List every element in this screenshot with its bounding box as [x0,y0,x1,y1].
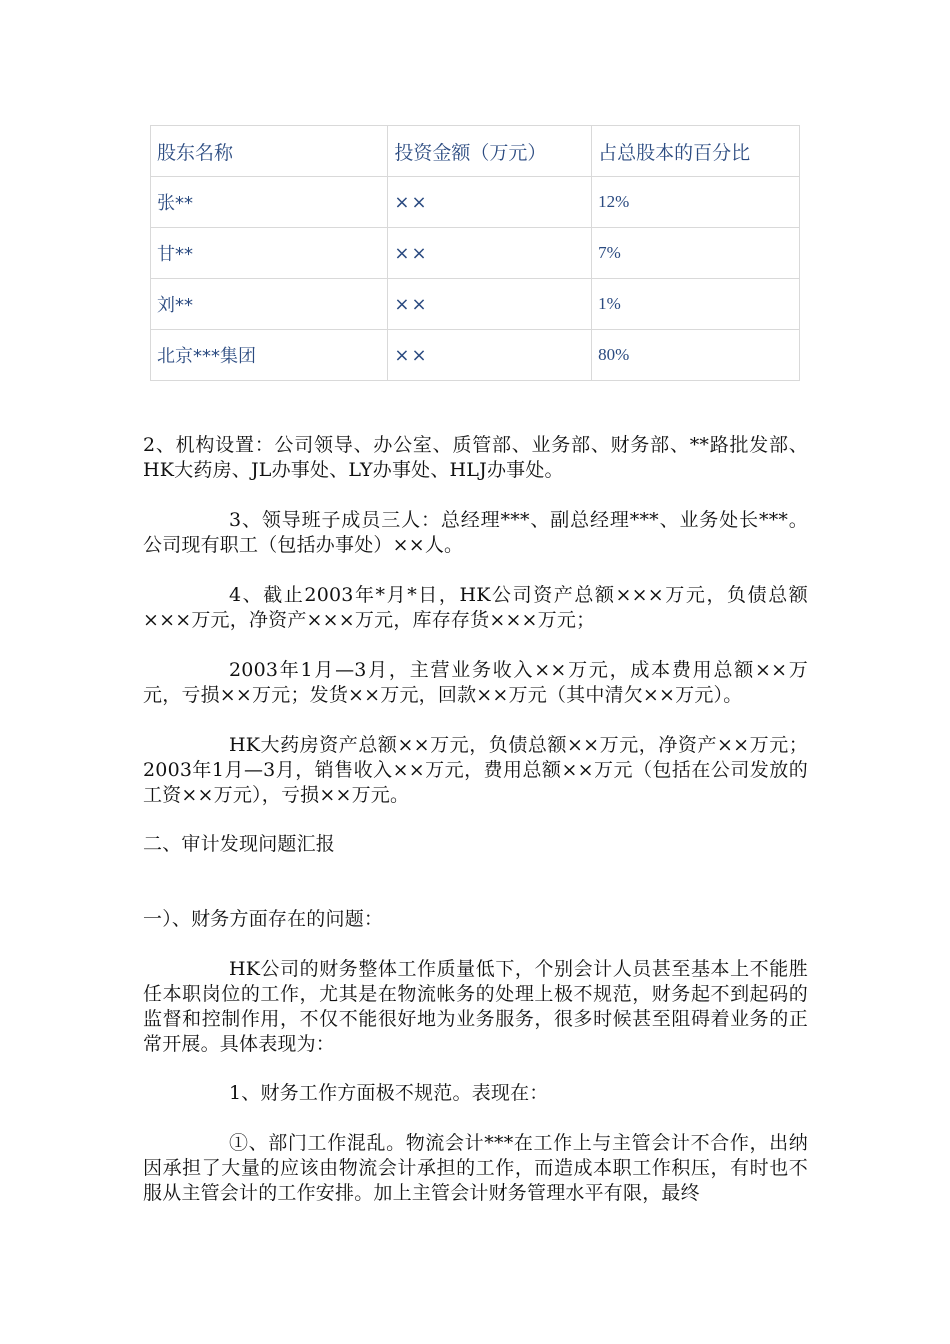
cell-amount: ×× [388,330,592,381]
cell-amount: ×× [388,228,592,279]
table-row [151,330,800,381]
paragraph-assets-2003: 4、截止2003年*月*日，HK公司资产总额×××万元，负债总额×××万元，净资产×××万元，库存存货×××万元； [143,584,808,631]
header-investment-amount: 投资金额（万元） [388,126,592,177]
table-row [151,228,800,279]
paragraph-pharmacy: HK大药房资产总额××万元，负债总额××万元，净资产××万元；2003年1月—3月，销售收入××万元，费用总额××万元（包括在公司发放的工资××万元），亏损××万元。 [143,734,808,806]
cell-name: 刘** [151,279,388,330]
cell-percent: 12% [592,177,800,228]
cell-amount: ×× [388,177,592,228]
cell-percent: 7% [592,228,800,279]
cell-name: 甘** [151,228,388,279]
paragraph-leadership: 3、领导班子成员三人：总经理***、副总经理***、业务处长***。公司现有职工（包括办事处）××人。 [143,509,808,556]
header-shareholder-name: 股东名称 [151,126,388,177]
paragraph-department-chaos: ①、部门工作混乱。物流会计***在工作上与主管会计不合作，出纳因承担了大量的应该由物流会计承担的工作，而造成本职工作积压，有时也不服从主管会计的工作安排。加上主管会计财务管理水平有限，最终 [143,1132,808,1204]
cell-name: 张** [151,177,388,228]
paragraph-organization: 2、机构设置：公司领导、办公室、质管部、业务部、财务部、**路批发部、HK大药房、JL办事处、LY办事处、HLJ办事处。 [143,434,808,481]
cell-percent: 80% [592,330,800,381]
table-row [151,279,800,330]
paragraph-irregular-work: 1、财务工作方面极不规范。表现在： [229,1082,549,1104]
cell-percent: 1% [592,279,800,330]
header-share-percent: 占总股本的百分比 [592,126,800,177]
table-header-row [151,126,800,177]
section-heading-audit-findings: 二、审计发现问题汇报 [143,833,336,855]
paragraph-finance-quality: HK公司的财务整体工作质量低下，个别会计人员甚至基本上不能胜任本职岗位的工作，尤其是在物流帐务的处理上极不规范，财务起不到起码的监督和控制作用，不仅不能很好地为业务服务，很多时候甚至阻碍着业务的正常开展。具体表现为： [143,958,808,1055]
subsection-heading-finance-issues: 一）、财务方面存在的问题： [143,908,384,930]
table-row [151,177,800,228]
cell-amount: ×× [388,279,592,330]
shareholder-table [150,125,800,381]
paragraph-q1-revenue: 2003年1月—3月，主营业务收入××万元，成本费用总额××万元，亏损××万元；发货××万元，回款××万元（其中清欠××万元）。 [143,659,808,706]
cell-name: 北京***集团 [151,330,388,381]
